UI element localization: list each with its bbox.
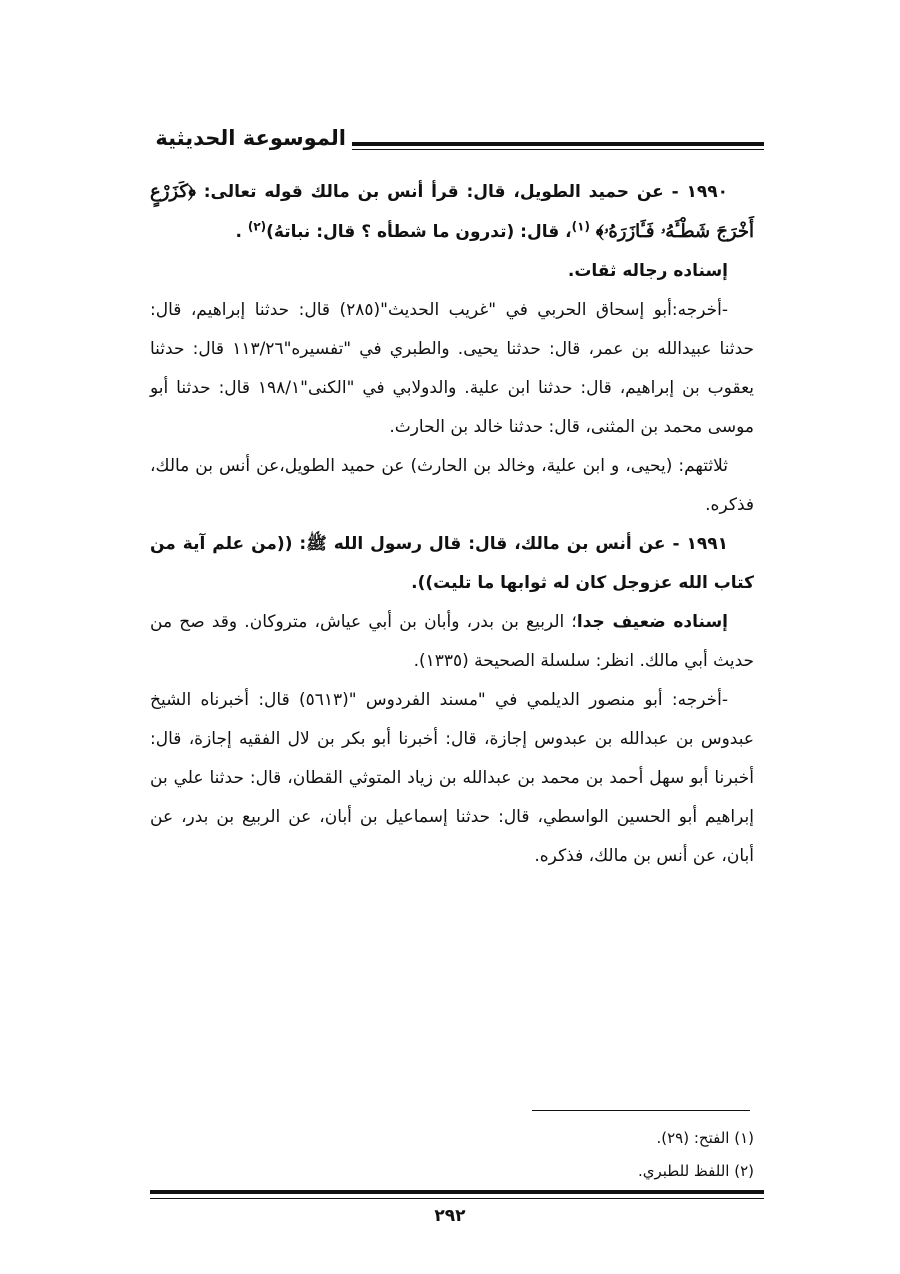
hadith-1990-intro: ١٩٩٠ - عن حميد الطويل، قال: قرأ أنس بن مالك قوله تعالى: (203, 182, 728, 202)
footnote-separator (532, 1110, 750, 1111)
hadith-1990-text: ، قال: (تدرون ما شطأه ؟ قال: نباتهُ) (266, 222, 572, 242)
footnote-ref-1[interactable]: (١) (571, 219, 590, 234)
page-number: ٢٩٢ (434, 1206, 466, 1226)
takhrij-1990-b: ثلاثتهم: (يحيى، و ابن علية، وخالد بن الحارث) عن حميد الطويل،عن أنس بن مالك، فذكره. (150, 456, 754, 515)
hadith-1990-end: . (235, 222, 248, 242)
footnote-ref-2[interactable]: (٢) (247, 219, 267, 234)
hadith-1990 (150, 172, 754, 252)
footnote-2: (٢) اللفظ للطبري. (638, 1162, 754, 1180)
grading-1990: إسناده رجاله ثقات. (567, 261, 728, 281)
header-title: الموسوعة الحديثية (149, 122, 352, 154)
grading-1991-text: ؛ الربيع بن بدر، وأبان بن أبي عياش، متروكان. وقد صح من حديث أبي مالك. انظر: سلسلة الصحيحة (١٣٣٥). (150, 612, 754, 671)
takhrij-1991: -أخرجه: أبو منصور الديلمي في "مسند الفردوس "(٥٦١٣) قال: أخبرناه الشيخ عبدوس بن عبدالله بن عبدوس إجازة، قال: أخبرنا أبو بكر بن لال الفقيه إجازة، قال: أخبرنا أبو سهل أحمد بن محمد بن عبدالله بن زياد المتوثي القطان، قال: حدثنا علي بن إبراهيم أبو الحسين الواسطي، قال: حدثنا إسماعيل بن أبان، عن الربيع بن بدر، عن أبان، عن أنس بن مالك، فذكره. (150, 690, 754, 866)
page-header (150, 122, 764, 154)
footer-rule-thin (150, 1198, 764, 1199)
quran-verse: ﴿كَزَرْعٍ أَخْرَجَ شَطْـَٔهُۥ فَـَٔازَرَهُۥ﴾ (150, 181, 754, 242)
grading-1991-label: إسناده ضعيف جدا (576, 612, 728, 632)
footnote-1: (١) الفتح: (٢٩). (656, 1129, 754, 1147)
grading-1991 (150, 603, 754, 681)
main-content (150, 172, 754, 876)
hadith-1991: ١٩٩١ - عن أنس بن مالك، قال: قال رسول الله ﷺ: ((من علم آية من كتاب الله عزوجل كان له ثوابها ما تليت)). (150, 534, 754, 593)
takhrij-1990-a: -أخرجه:أبو إسحاق الحربي في "غريب الحديث"(٢٨٥) قال: حدثنا إبراهيم، قال: حدثنا عبيدالله بن عمر، قال: حدثنا يحيى. والطبري في "تفسيره"١١٣/٢٦ قال: حدثنا يعقوب بن إبراهيم، قال: حدثنا ابن علية. والدولابي في "الكنى"١٩٨/١ قال: حدثنا أبو موسى محمد بن المثنى، قال: حدثنا خالد بن الحارث. (150, 300, 754, 437)
footer-rule (150, 1190, 764, 1194)
footnotes (150, 1122, 754, 1188)
